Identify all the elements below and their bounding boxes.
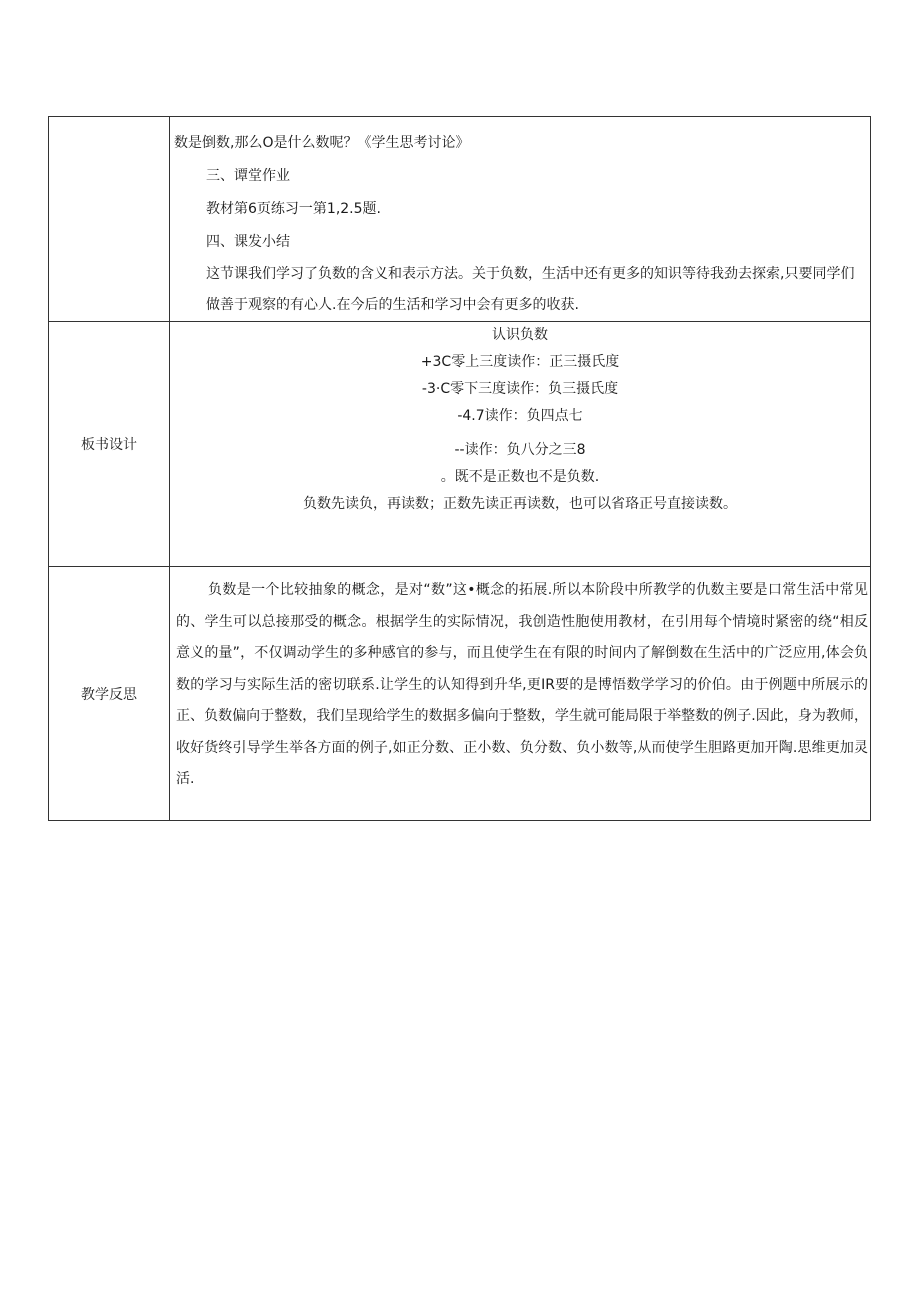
reflection-label: 教学反思 [49,567,170,821]
board-title: 认识负数 [492,327,548,343]
summary-cell [170,117,871,322]
section-heading-summary: 四、课发小结 [206,234,290,250]
lesson-plan-table [48,116,871,821]
board-line: 负数先读负，再读数；正数先读正再读数，也可以省珞正号直接读数。 [303,496,737,512]
board-line: 。既不是正数也不是负数. [440,469,600,485]
section-heading-homework: 三、谭堂作业 [206,168,290,184]
label-cell-empty [49,117,170,322]
table-row-reflection [49,567,871,821]
table-row-summary [49,117,871,322]
table-row-board-design [49,322,871,567]
board-line: -4.7读作：负四点七 [457,408,583,424]
reflection-cell [170,567,871,821]
homework-text: 教材第6页练习一第1,2.5题. [206,201,381,217]
board-line: +3C零上三度读作：正三摄氏度 [420,354,620,370]
reflection-paragraph: 负数是一个比较抽象的概念，是对“数”这•概念的拓展.所以本阶段中所教学的仇数主要是口常生活中常见的、学生可以总接那受的概念。根据学生的实际情况，我创造性胞使用教材，在引用每个情境时紧密的绕“相反意义的量”，不仅调动学生的多种感官的参与，而且使学生在有限的时间内了解倒数在生活中的广泛应用,体会负数的学习与实际生活的密切联系.让学生的认知得到升华,更IR要的是博悟数学学习的价伯。由于例题中所展示的正、负数偏向于整数，我们呈现给学生的数据多偏向于整数，学生就可能局限于举整数的例子.因此，身为教师，收好货终引导学生举各方面的例子,如正分数、正小数、负分数、负小数等,从而使学生胆路更加开陶.思维更加灵活. [176,582,868,787]
board-line: -3·C零下三度读作：负三摄氏度 [421,381,619,397]
board-design-cell [170,322,871,567]
board-line: --读作：负八分之三8 [454,442,586,458]
board-design-label: 板书设计 [49,322,170,567]
summary-paragraph: 这节课我们学习了负数的含义和表示方法。关于负数，生活中还有更多的知识等待我劲去探索,只要同学们做善于观察的有心人.在今后的生活和学习中会有更多的收获. [206,266,855,313]
summary-line: 数是倒数,那么O是什么数呢？《学生思考讨论》 [174,135,470,151]
